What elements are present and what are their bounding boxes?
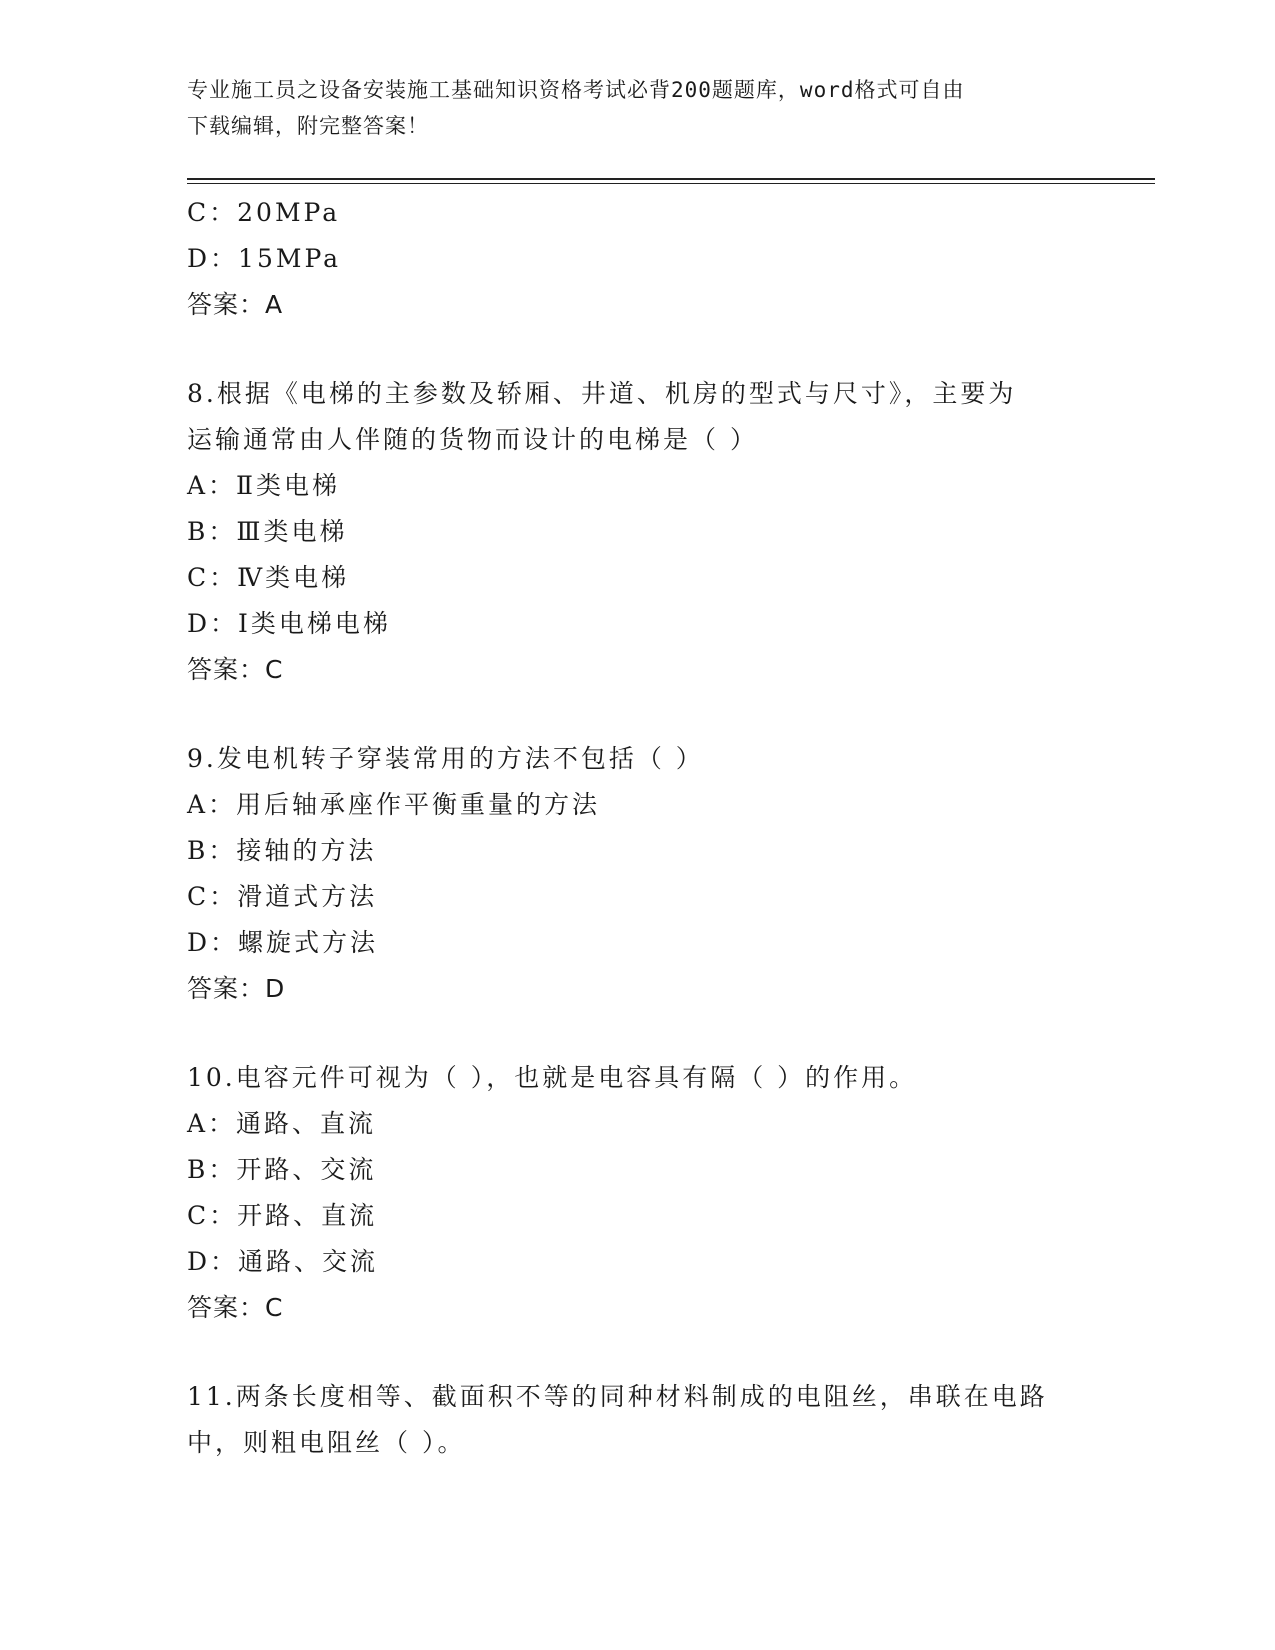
option-c: C：20MPa xyxy=(187,198,341,227)
option-d: D：15MPa xyxy=(187,244,342,273)
option-a: A：用后轴承座作平衡重量的方法 xyxy=(187,790,601,819)
header-title-line-1: 专业施工员之设备安装施工基础知识资格考试必背200题题库，word格式可自由 xyxy=(187,78,965,102)
option-b: B：开路、交流 xyxy=(187,1155,377,1184)
option-d: D：Ⅰ类电梯电梯 xyxy=(187,609,391,638)
option-b: B：Ⅲ类电梯 xyxy=(187,517,348,546)
question-text-line-1: 11.两条长度相等、截面积不等的同种材料制成的电阻丝，串联在电路 xyxy=(187,1382,1048,1411)
header-divider-thick xyxy=(187,178,1155,180)
option-d: D：螺旋式方法 xyxy=(187,928,379,957)
option-a: A：Ⅱ类电梯 xyxy=(187,471,341,500)
header-divider-thin xyxy=(187,183,1155,184)
answer-label: 答案：D xyxy=(187,974,286,1003)
answer-label: 答案：C xyxy=(187,1293,284,1322)
question-8 xyxy=(187,371,1155,693)
answer-label: 答案：C xyxy=(187,655,284,684)
option-b: B：接轴的方法 xyxy=(187,836,377,865)
question-text-line-2: 中，则粗电阻丝（ ）。 xyxy=(187,1428,466,1457)
question-11 xyxy=(187,1374,1155,1466)
question-list xyxy=(187,190,1155,1466)
option-d: D：通路、交流 xyxy=(187,1247,379,1276)
question-7-tail xyxy=(187,190,1155,328)
question-10 xyxy=(187,1055,1155,1331)
option-c: C：开路、直流 xyxy=(187,1201,378,1230)
header-title-line-2: 下载编辑，附完整答案！ xyxy=(187,114,429,138)
option-c: C：Ⅳ类电梯 xyxy=(187,563,350,592)
question-text-line-2: 运输通常由人伴随的货物而设计的电梯是（ ） xyxy=(187,425,758,454)
question-text-line-1: 9.发电机转子穿装常用的方法不包括（ ） xyxy=(187,744,704,773)
option-a: A：通路、直流 xyxy=(187,1109,377,1138)
document-header xyxy=(187,72,1087,144)
answer-label: 答案：A xyxy=(187,290,284,319)
question-9 xyxy=(187,736,1155,1012)
option-c: C：滑道式方法 xyxy=(187,882,378,911)
question-text-line-1: 8.根据《电梯的主参数及轿厢、井道、机房的型式与尺寸》，主要为 xyxy=(187,379,1017,408)
question-text-line-1: 10.电容元件可视为（ ），也就是电容具有隔（ ）的作用。 xyxy=(187,1063,918,1092)
